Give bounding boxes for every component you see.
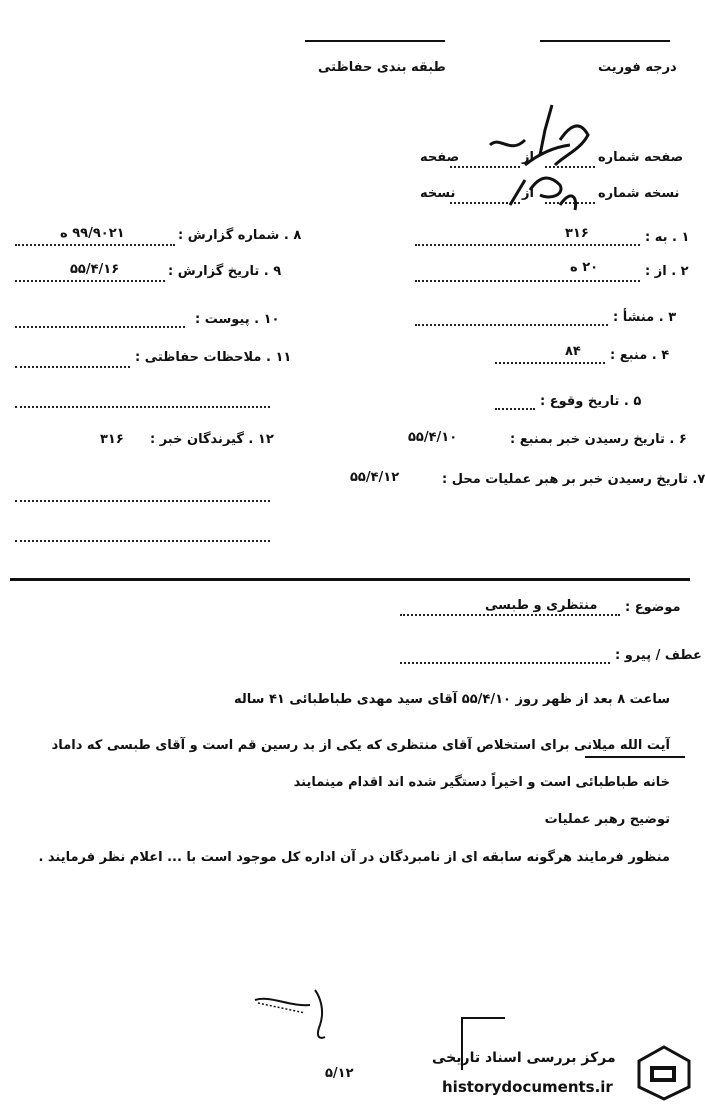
security-notes-line-2 [15,406,270,408]
recipients-label: ۱۲ . گیرندگان خبر : [150,432,274,447]
top-rule-right [540,40,670,42]
copy-suffix-label: نسخه [420,186,456,201]
recipients-value: ۳۱۶ [100,432,124,447]
signature-scribble [250,985,350,1045]
subject-label: موضوع : [625,600,681,615]
source-line [495,362,605,364]
source-label: ۴ . منبع : [610,348,670,363]
page-number-label: صفحه شماره [598,150,684,165]
copy-of-label: از [522,186,534,201]
attachment-label: ۱۰ . پیوست : [195,312,280,327]
body-line-1: ساعت ۸ بعد از ظهر روز ۵۵/۴/۱۰ آقای سید مهدی طباطبائی ۴۱ ساله [233,692,670,707]
handwriting-page-copy [470,95,590,225]
body-line-4: توضیح رهبر عملیات [544,812,670,827]
body-line-2: آیت الله میلانی برای استخلاص آقای منتظری که یکی از بد رسین قم است و آقای طبسی که داماد [51,738,670,753]
report-date-value: ۵۵/۴/۱۶ [70,262,120,277]
received-ops-label: ۷. تاریخ رسیدن خبر بر هبر عملیات محل : [442,472,705,487]
org-logo-icon [636,1044,692,1102]
from-label: ۲ . از : [645,264,689,279]
origin-label: ۳ . منشأ : [613,310,677,325]
subject-value: منتظری و طبسی [485,598,598,613]
section-divider [10,578,690,581]
report-number-label: ۸ . شماره گزارش : [178,228,302,243]
security-notes-line-1 [15,366,130,368]
received-ops-value: ۵۵/۴/۱۲ [350,470,400,485]
top-rule-left [305,40,445,42]
org-site: historydocuments.ir [442,1078,613,1096]
report-date-line [15,280,165,282]
event-date-label: ۵ . تاریخ وقوع : [540,394,642,409]
from-line [415,280,640,282]
recipients-line-2 [15,540,270,542]
org-name: مرکز بررسی اسناد تاریخی [432,1050,616,1066]
recipients-line-1 [15,500,270,502]
report-number-value: ۹۹/۹۰۲۱ ه [60,226,125,241]
page-suffix-label: صفحه [420,150,460,165]
page-mark: ۵/۱۲ [325,1066,354,1081]
classification-label: طبقه بندی حفاظتی [318,60,446,75]
received-source-value: ۵۵/۴/۱۰ [408,430,458,445]
security-notes-label: ۱۱ . ملاحظات حفاظتی : [135,350,292,365]
underline-name [585,756,685,758]
to-label: ۱ . به : [645,230,690,245]
priority-label: درجه فوریت [598,60,677,75]
body-line-5: منظور فرمایند هرگونه سابقه ای از نامبردگان در آن اداره کل موجود است با ... اعلام نظر فرمایند . [38,850,670,865]
from-value: ۲۰ ه [570,260,599,275]
report-number-line [15,244,175,246]
copy-number-label: نسخه شماره [598,186,680,201]
to-value: ۳۱۶ [565,226,589,241]
source-value: ۸۴ [565,344,581,359]
attachment-line [15,326,185,328]
event-date-line [495,408,535,410]
origin-line [415,324,608,326]
received-source-label: ۶ . تاریخ رسیدن خبر بمنبع : [510,432,687,447]
reference-line [400,662,610,664]
body-line-3: خانه طباطبائی است و اخیراً دستگیر شده اند اقدام مینمایند [293,775,670,790]
page-of-label: از [522,150,534,165]
subject-line [400,614,620,616]
to-line [415,244,640,246]
report-date-label: ۹ . تاریخ گزارش : [168,264,282,279]
reference-label: عطف / پیرو : [615,648,702,663]
